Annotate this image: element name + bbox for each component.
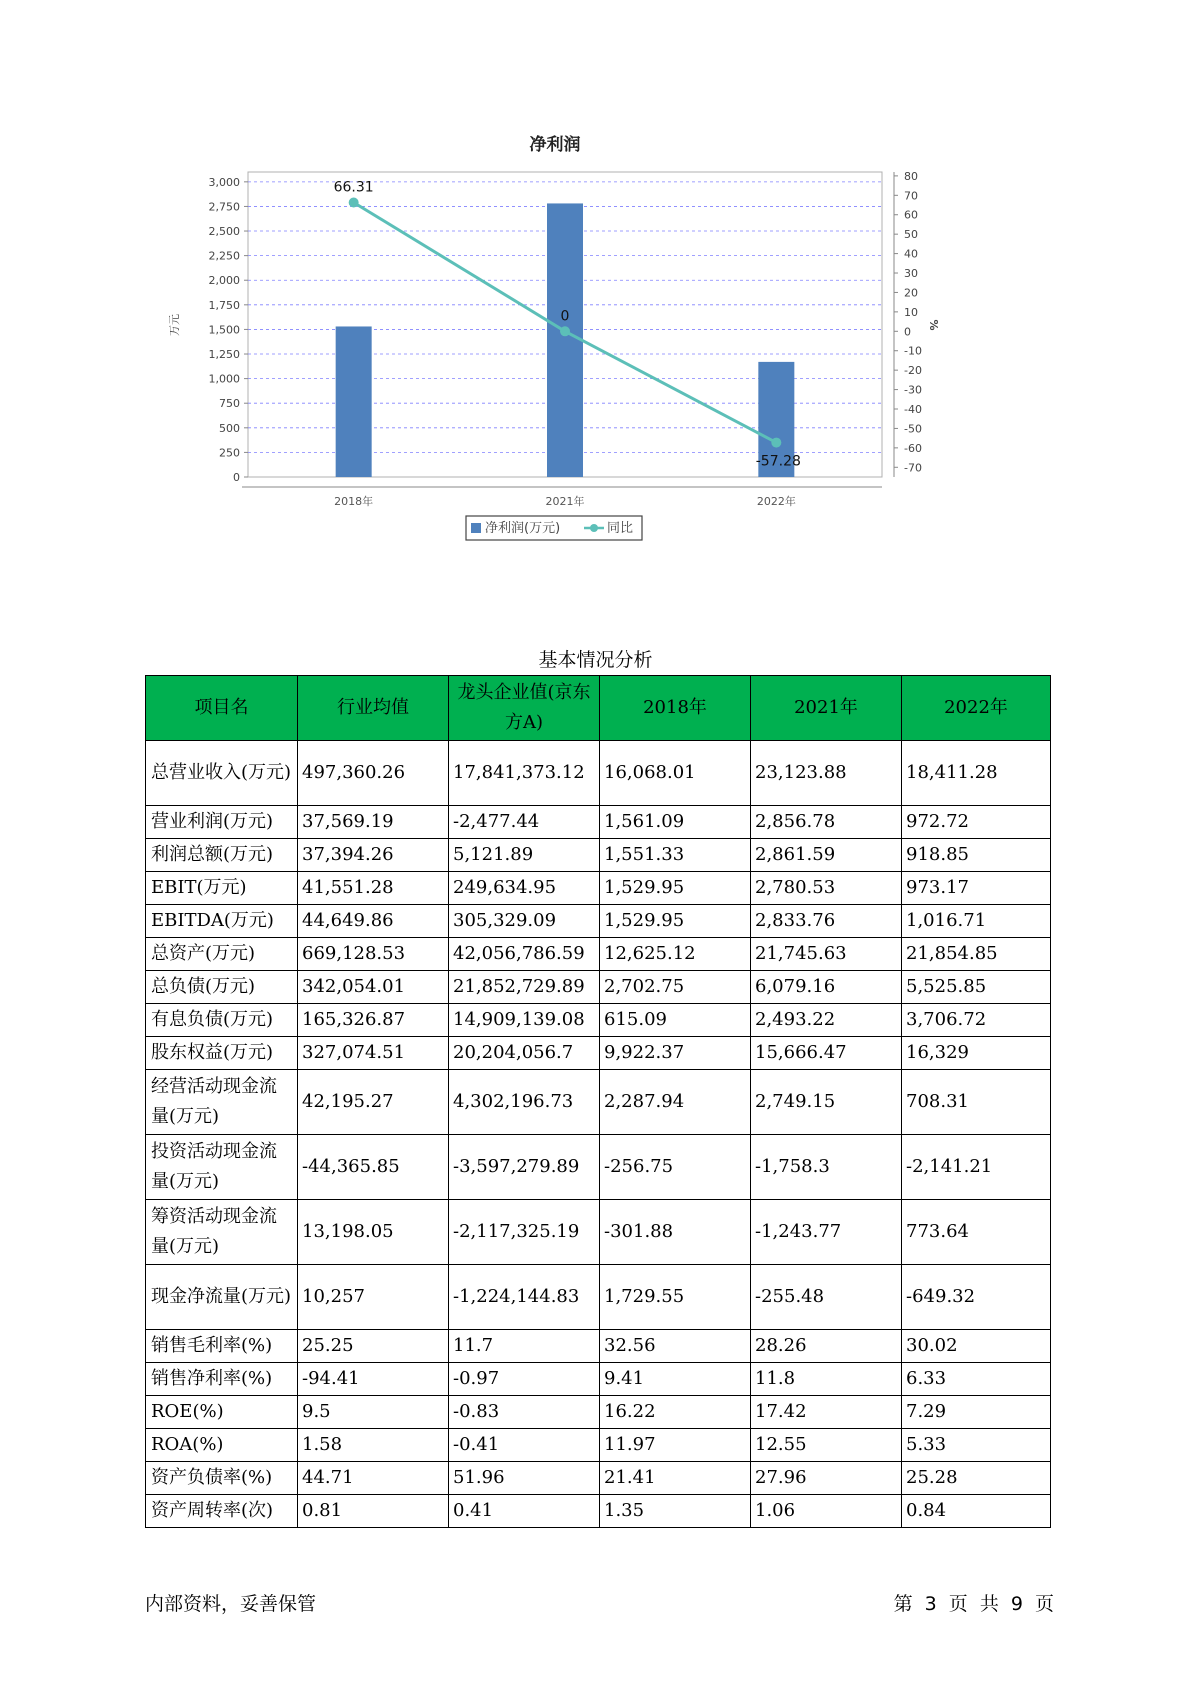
table-cell: 12.55 — [751, 1429, 902, 1462]
left-tick-label: 2,000 — [208, 274, 240, 288]
table-cell: 0.81 — [298, 1495, 449, 1528]
table-cell: 497,360.26 — [298, 741, 449, 806]
row-label: ROE(%) — [146, 1396, 298, 1429]
table-cell: 1,016.71 — [902, 905, 1051, 938]
row-label: 资产周转率(次) — [146, 1495, 298, 1528]
table-cell: 9,922.37 — [600, 1037, 751, 1070]
row-label: 有息负债(万元) — [146, 1004, 298, 1037]
bar — [547, 203, 583, 477]
row-label: 经营活动现金流量(万元) — [146, 1070, 298, 1135]
right-axis-label: % — [927, 319, 940, 331]
table-row — [146, 839, 1051, 872]
table-cell: 28.26 — [751, 1330, 902, 1363]
table-row — [146, 1363, 1051, 1396]
table-cell: 51.96 — [449, 1462, 600, 1495]
left-tick-label: 750 — [219, 397, 240, 411]
table-cell: -301.88 — [600, 1200, 751, 1265]
header-item-name: 项目名 — [146, 676, 298, 741]
table-cell: 21,852,729.89 — [449, 971, 600, 1004]
table-cell: 1,561.09 — [600, 806, 751, 839]
table-cell: 11.8 — [751, 1363, 902, 1396]
legend-line-marker — [590, 524, 598, 532]
table-cell: 37,394.26 — [298, 839, 449, 872]
table-cell: 11.7 — [449, 1330, 600, 1363]
table-row — [146, 971, 1051, 1004]
table-cell: 0.41 — [449, 1495, 600, 1528]
right-tick-label: 10 — [904, 305, 918, 319]
table-cell: -2,141.21 — [902, 1135, 1051, 1200]
row-label: 营业利润(万元) — [146, 806, 298, 839]
row-label: 现金净流量(万元) — [146, 1265, 298, 1330]
header-2018: 2018年 — [600, 676, 751, 741]
table-row — [146, 806, 1051, 839]
header-2021: 2021年 — [751, 676, 902, 741]
row-label: 总资产(万元) — [146, 938, 298, 971]
table-row — [146, 1135, 1051, 1200]
table-row — [146, 1330, 1051, 1363]
left-axis-label: 万元 — [168, 314, 181, 336]
table-row — [146, 872, 1051, 905]
table-cell: -256.75 — [600, 1135, 751, 1200]
table-cell: 1.58 — [298, 1429, 449, 1462]
table-cell: 2,702.75 — [600, 971, 751, 1004]
legend-line-label: 同比 — [607, 521, 634, 536]
right-tick-label: 60 — [904, 208, 918, 222]
table-cell: 5,525.85 — [902, 971, 1051, 1004]
table-cell: 10,257 — [298, 1265, 449, 1330]
table-cell: 21,745.63 — [751, 938, 902, 971]
header-leader-value: 龙头企业值(京东方A) — [449, 676, 600, 741]
table-cell: -649.32 — [902, 1265, 1051, 1330]
table-cell: -255.48 — [751, 1265, 902, 1330]
header-industry-average: 行业均值 — [298, 676, 449, 741]
table-cell: 973.17 — [902, 872, 1051, 905]
legend-bar-swatch — [471, 523, 481, 533]
table-cell: 37,569.19 — [298, 806, 449, 839]
row-label: 资产负债率(%) — [146, 1462, 298, 1495]
table-cell: -94.41 — [298, 1363, 449, 1396]
left-tick-label: 1,250 — [208, 348, 240, 362]
table-cell: 708.31 — [902, 1070, 1051, 1135]
table-cell: 17.42 — [751, 1396, 902, 1429]
table-cell: 918.85 — [902, 839, 1051, 872]
table-cell: 44.71 — [298, 1462, 449, 1495]
table-cell: 5,121.89 — [449, 839, 600, 872]
left-tick-label: 2,500 — [208, 225, 240, 239]
table-cell: 44,649.86 — [298, 905, 449, 938]
table-cell: 21,854.85 — [902, 938, 1051, 971]
table-cell: 165,326.87 — [298, 1004, 449, 1037]
table-row — [146, 1200, 1051, 1265]
table-cell: 20,204,056.7 — [449, 1037, 600, 1070]
table-cell: 249,634.95 — [449, 872, 600, 905]
left-tick-label: 1,750 — [208, 298, 240, 312]
yoy-data-label: -57.28 — [755, 453, 801, 470]
table-cell: 342,054.01 — [298, 971, 449, 1004]
table-cell: 16,329 — [902, 1037, 1051, 1070]
table-cell: 0.84 — [902, 1495, 1051, 1528]
left-tick-label: 2,750 — [208, 200, 240, 214]
right-tick-label: -10 — [904, 344, 922, 358]
left-tick-label: 3,000 — [208, 175, 240, 189]
row-label: 总营业收入(万元) — [146, 741, 298, 806]
right-tick-label: -40 — [904, 403, 922, 417]
yoy-data-label: 66.31 — [333, 179, 374, 196]
table-cell: 327,074.51 — [298, 1037, 449, 1070]
table-cell: -2,477.44 — [449, 806, 600, 839]
right-tick-label: 50 — [904, 228, 918, 242]
table-cell: 27.96 — [751, 1462, 902, 1495]
table-row — [146, 1004, 1051, 1037]
table-row — [146, 905, 1051, 938]
table-cell: 1.06 — [751, 1495, 902, 1528]
left-tick-label: 500 — [219, 421, 240, 435]
right-tick-label: -70 — [904, 461, 922, 475]
table-cell: 773.64 — [902, 1200, 1051, 1265]
left-tick-label: 1,000 — [208, 372, 240, 386]
table-cell: 615.09 — [600, 1004, 751, 1037]
footer-page-number: 第 3 页 共 9 页 — [893, 1593, 1054, 1615]
table-cell: 11.97 — [600, 1429, 751, 1462]
table-row — [146, 1037, 1051, 1070]
left-tick-label: 2,250 — [208, 249, 240, 263]
table-cell: 1,729.55 — [600, 1265, 751, 1330]
table-row — [146, 741, 1051, 806]
right-tick-label: -50 — [904, 422, 922, 436]
right-tick-label: 70 — [904, 189, 918, 203]
right-tick-label: 80 — [904, 169, 918, 183]
yoy-point — [560, 326, 570, 336]
table-cell: 15,666.47 — [751, 1037, 902, 1070]
net-profit-chart — [150, 130, 970, 600]
table-row — [146, 1070, 1051, 1135]
table-cell: 6.33 — [902, 1363, 1051, 1396]
table-cell: -44,365.85 — [298, 1135, 449, 1200]
right-tick-label: -60 — [904, 441, 922, 455]
table-cell: 9.41 — [600, 1363, 751, 1396]
row-label: 利润总额(万元) — [146, 839, 298, 872]
table-cell: -0.83 — [449, 1396, 600, 1429]
table-cell: 13,198.05 — [298, 1200, 449, 1265]
yoy-point — [771, 438, 781, 448]
table-row — [146, 938, 1051, 971]
table-body — [146, 741, 1051, 1528]
table-row — [146, 1462, 1051, 1495]
table-cell: 16.22 — [600, 1396, 751, 1429]
footer-confidential-note: 内部资料，妥善保管 — [145, 1593, 317, 1615]
row-label: 销售净利率(%) — [146, 1363, 298, 1396]
table-cell: 16,068.01 — [600, 741, 751, 806]
right-tick-label: -20 — [904, 364, 922, 378]
table-cell: 25.28 — [902, 1462, 1051, 1495]
header-2022: 2022年 — [902, 676, 1051, 741]
table-row — [146, 1396, 1051, 1429]
table-cell: 972.72 — [902, 806, 1051, 839]
table-cell: -1,243.77 — [751, 1200, 902, 1265]
yoy-point — [349, 197, 359, 207]
table-header-row — [146, 676, 1051, 741]
table-row — [146, 1265, 1051, 1330]
table-cell: 3,706.72 — [902, 1004, 1051, 1037]
row-label: ROA(%) — [146, 1429, 298, 1462]
table-cell: 9.5 — [298, 1396, 449, 1429]
table-cell: 305,329.09 — [449, 905, 600, 938]
row-label: 总负债(万元) — [146, 971, 298, 1004]
yoy-data-label: 0 — [560, 308, 570, 325]
table-cell: 4,302,196.73 — [449, 1070, 600, 1135]
table-cell: 2,780.53 — [751, 872, 902, 905]
table-cell: -2,117,325.19 — [449, 1200, 600, 1265]
table-cell: 21.41 — [600, 1462, 751, 1495]
table-cell: 42,195.27 — [298, 1070, 449, 1135]
left-tick-label: 250 — [219, 446, 240, 460]
table-row — [146, 1429, 1051, 1462]
table-cell: 17,841,373.12 — [449, 741, 600, 806]
right-tick-label: 20 — [904, 286, 918, 300]
table-cell: 2,749.15 — [751, 1070, 902, 1135]
table-cell: 41,551.28 — [298, 872, 449, 905]
table-cell: 23,123.88 — [751, 741, 902, 806]
table-cell: -3,597,279.89 — [449, 1135, 600, 1200]
row-label: EBIT(万元) — [146, 872, 298, 905]
basic-analysis-table — [145, 675, 1051, 1528]
table-cell: 6,079.16 — [751, 971, 902, 1004]
table-cell: -1,224,144.83 — [449, 1265, 600, 1330]
table-cell: 7.29 — [902, 1396, 1051, 1429]
bar — [336, 326, 372, 477]
table-cell: 5.33 — [902, 1429, 1051, 1462]
table-cell: 2,856.78 — [751, 806, 902, 839]
table-cell: 12,625.12 — [600, 938, 751, 971]
row-label: EBITDA(万元) — [146, 905, 298, 938]
table-cell: -0.41 — [449, 1429, 600, 1462]
table-cell: 1,529.95 — [600, 905, 751, 938]
row-label: 筹资活动现金流量(万元) — [146, 1200, 298, 1265]
right-tick-label: -30 — [904, 383, 922, 397]
left-tick-label: 1,500 — [208, 323, 240, 337]
table-cell: 669,128.53 — [298, 938, 449, 971]
table-cell: 1.35 — [600, 1495, 751, 1528]
table-cell: 1,551.33 — [600, 839, 751, 872]
row-label: 投资活动现金流量(万元) — [146, 1135, 298, 1200]
x-tick-label: 2022年 — [756, 495, 796, 508]
table-cell: 25.25 — [298, 1330, 449, 1363]
left-tick-label: 0 — [233, 471, 240, 484]
table-cell: 2,493.22 — [751, 1004, 902, 1037]
legend-bar-label: 净利润(万元) — [485, 521, 561, 536]
table-cell: 42,056,786.59 — [449, 938, 600, 971]
right-tick-label: 30 — [904, 267, 918, 281]
table-row — [146, 1495, 1051, 1528]
chart-title: 净利润 — [529, 135, 581, 155]
table-caption: 基本情况分析 — [538, 649, 653, 671]
table-cell: -1,758.3 — [751, 1135, 902, 1200]
table-cell: 14,909,139.08 — [449, 1004, 600, 1037]
table-cell: 2,287.94 — [600, 1070, 751, 1135]
table-cell: 2,833.76 — [751, 905, 902, 938]
table-cell: 2,861.59 — [751, 839, 902, 872]
x-tick-label: 2021年 — [545, 495, 585, 508]
table-cell: 32.56 — [600, 1330, 751, 1363]
row-label: 股东权益(万元) — [146, 1037, 298, 1070]
table-cell: -0.97 — [449, 1363, 600, 1396]
table-cell: 30.02 — [902, 1330, 1051, 1363]
row-label: 销售毛利率(%) — [146, 1330, 298, 1363]
table-cell: 1,529.95 — [600, 872, 751, 905]
right-tick-label: 0 — [904, 325, 911, 339]
table-cell: 18,411.28 — [902, 741, 1051, 806]
x-tick-label: 2018年 — [334, 495, 374, 508]
right-tick-label: 40 — [904, 247, 918, 261]
